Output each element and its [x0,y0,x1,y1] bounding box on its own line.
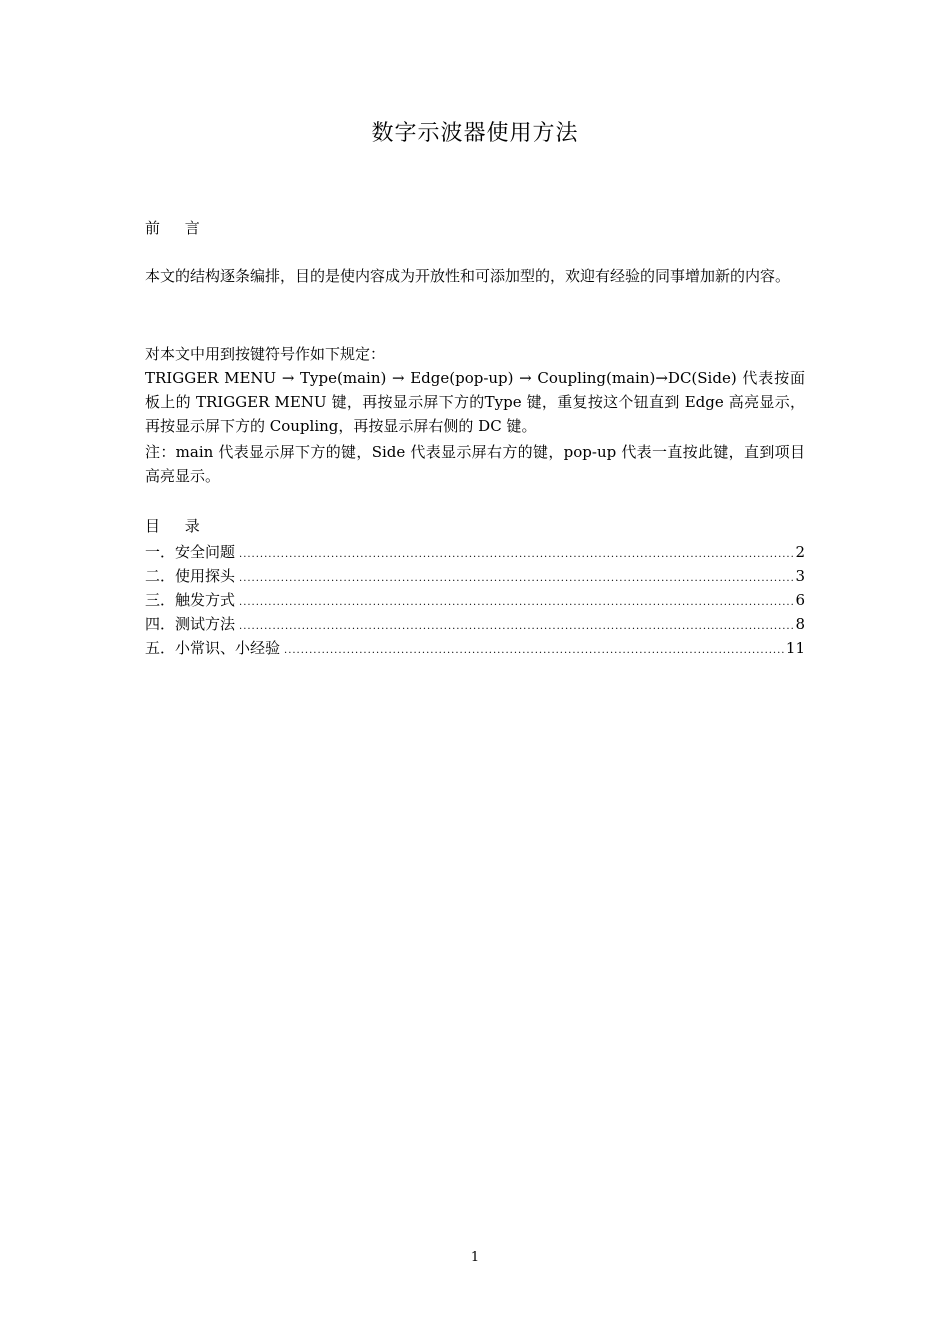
toc-entry-label: 五．小常识、小经验 [145,639,281,657]
toc-entry-label: 三．触发方式 [145,591,236,609]
table-of-contents [145,540,805,660]
conventions-intro: 对本文中用到按键符号作如下规定： [145,345,386,363]
toc-entry-trigger[interactable] [145,588,805,612]
toc-entry-page: 2 [795,543,805,561]
toc-leader-dots [239,543,794,564]
toc-entry-label: 一．安全问题 [145,543,236,561]
conventions-note: 注：main 代表显示屏下方的键，Side 代表显示屏右方的键，pop-up 代表一直按此键，直到项目高亮显示。 [145,443,805,485]
preface-heading: 前 言 [145,219,210,237]
toc-entry-page: 8 [795,615,805,633]
document-title: 数字示波器使用方法 [371,121,579,146]
toc-entry-label: 二．使用探头 [145,567,236,585]
toc-heading: 目 录 [145,517,210,535]
page-number: 1 [470,1250,480,1265]
toc-entry-probe[interactable] [145,564,805,588]
toc-entry-safety[interactable] [145,540,805,564]
toc-entry-tips[interactable] [145,636,805,660]
conventions-example: TRIGGER MENU → Type(main) → Edge(pop-up) → Coupling(main)→DC(Side) 代表按面板上的 TRIGGER MENU 键，再按显示屏下方的Type 键，重复按这个钮直到 Edge 高亮显示，再按显示屏下方的 Coupling，再按显示屏右侧的 DC 键。 [145,369,805,435]
toc-entry-test-methods[interactable] [145,612,805,636]
toc-leader-dots [284,639,785,660]
preface-paragraph: 本文的结构逐条编排，目的是使内容成为开放性和可添加型的，欢迎有经验的同事增加新的内容。 [145,267,791,285]
toc-leader-dots [239,567,794,588]
toc-entry-label: 四．测试方法 [145,615,236,633]
toc-entry-page: 3 [795,567,805,585]
toc-leader-dots [239,615,794,636]
toc-entry-page: 6 [795,591,805,609]
toc-entry-page: 11 [785,639,805,657]
toc-leader-dots [239,591,794,612]
